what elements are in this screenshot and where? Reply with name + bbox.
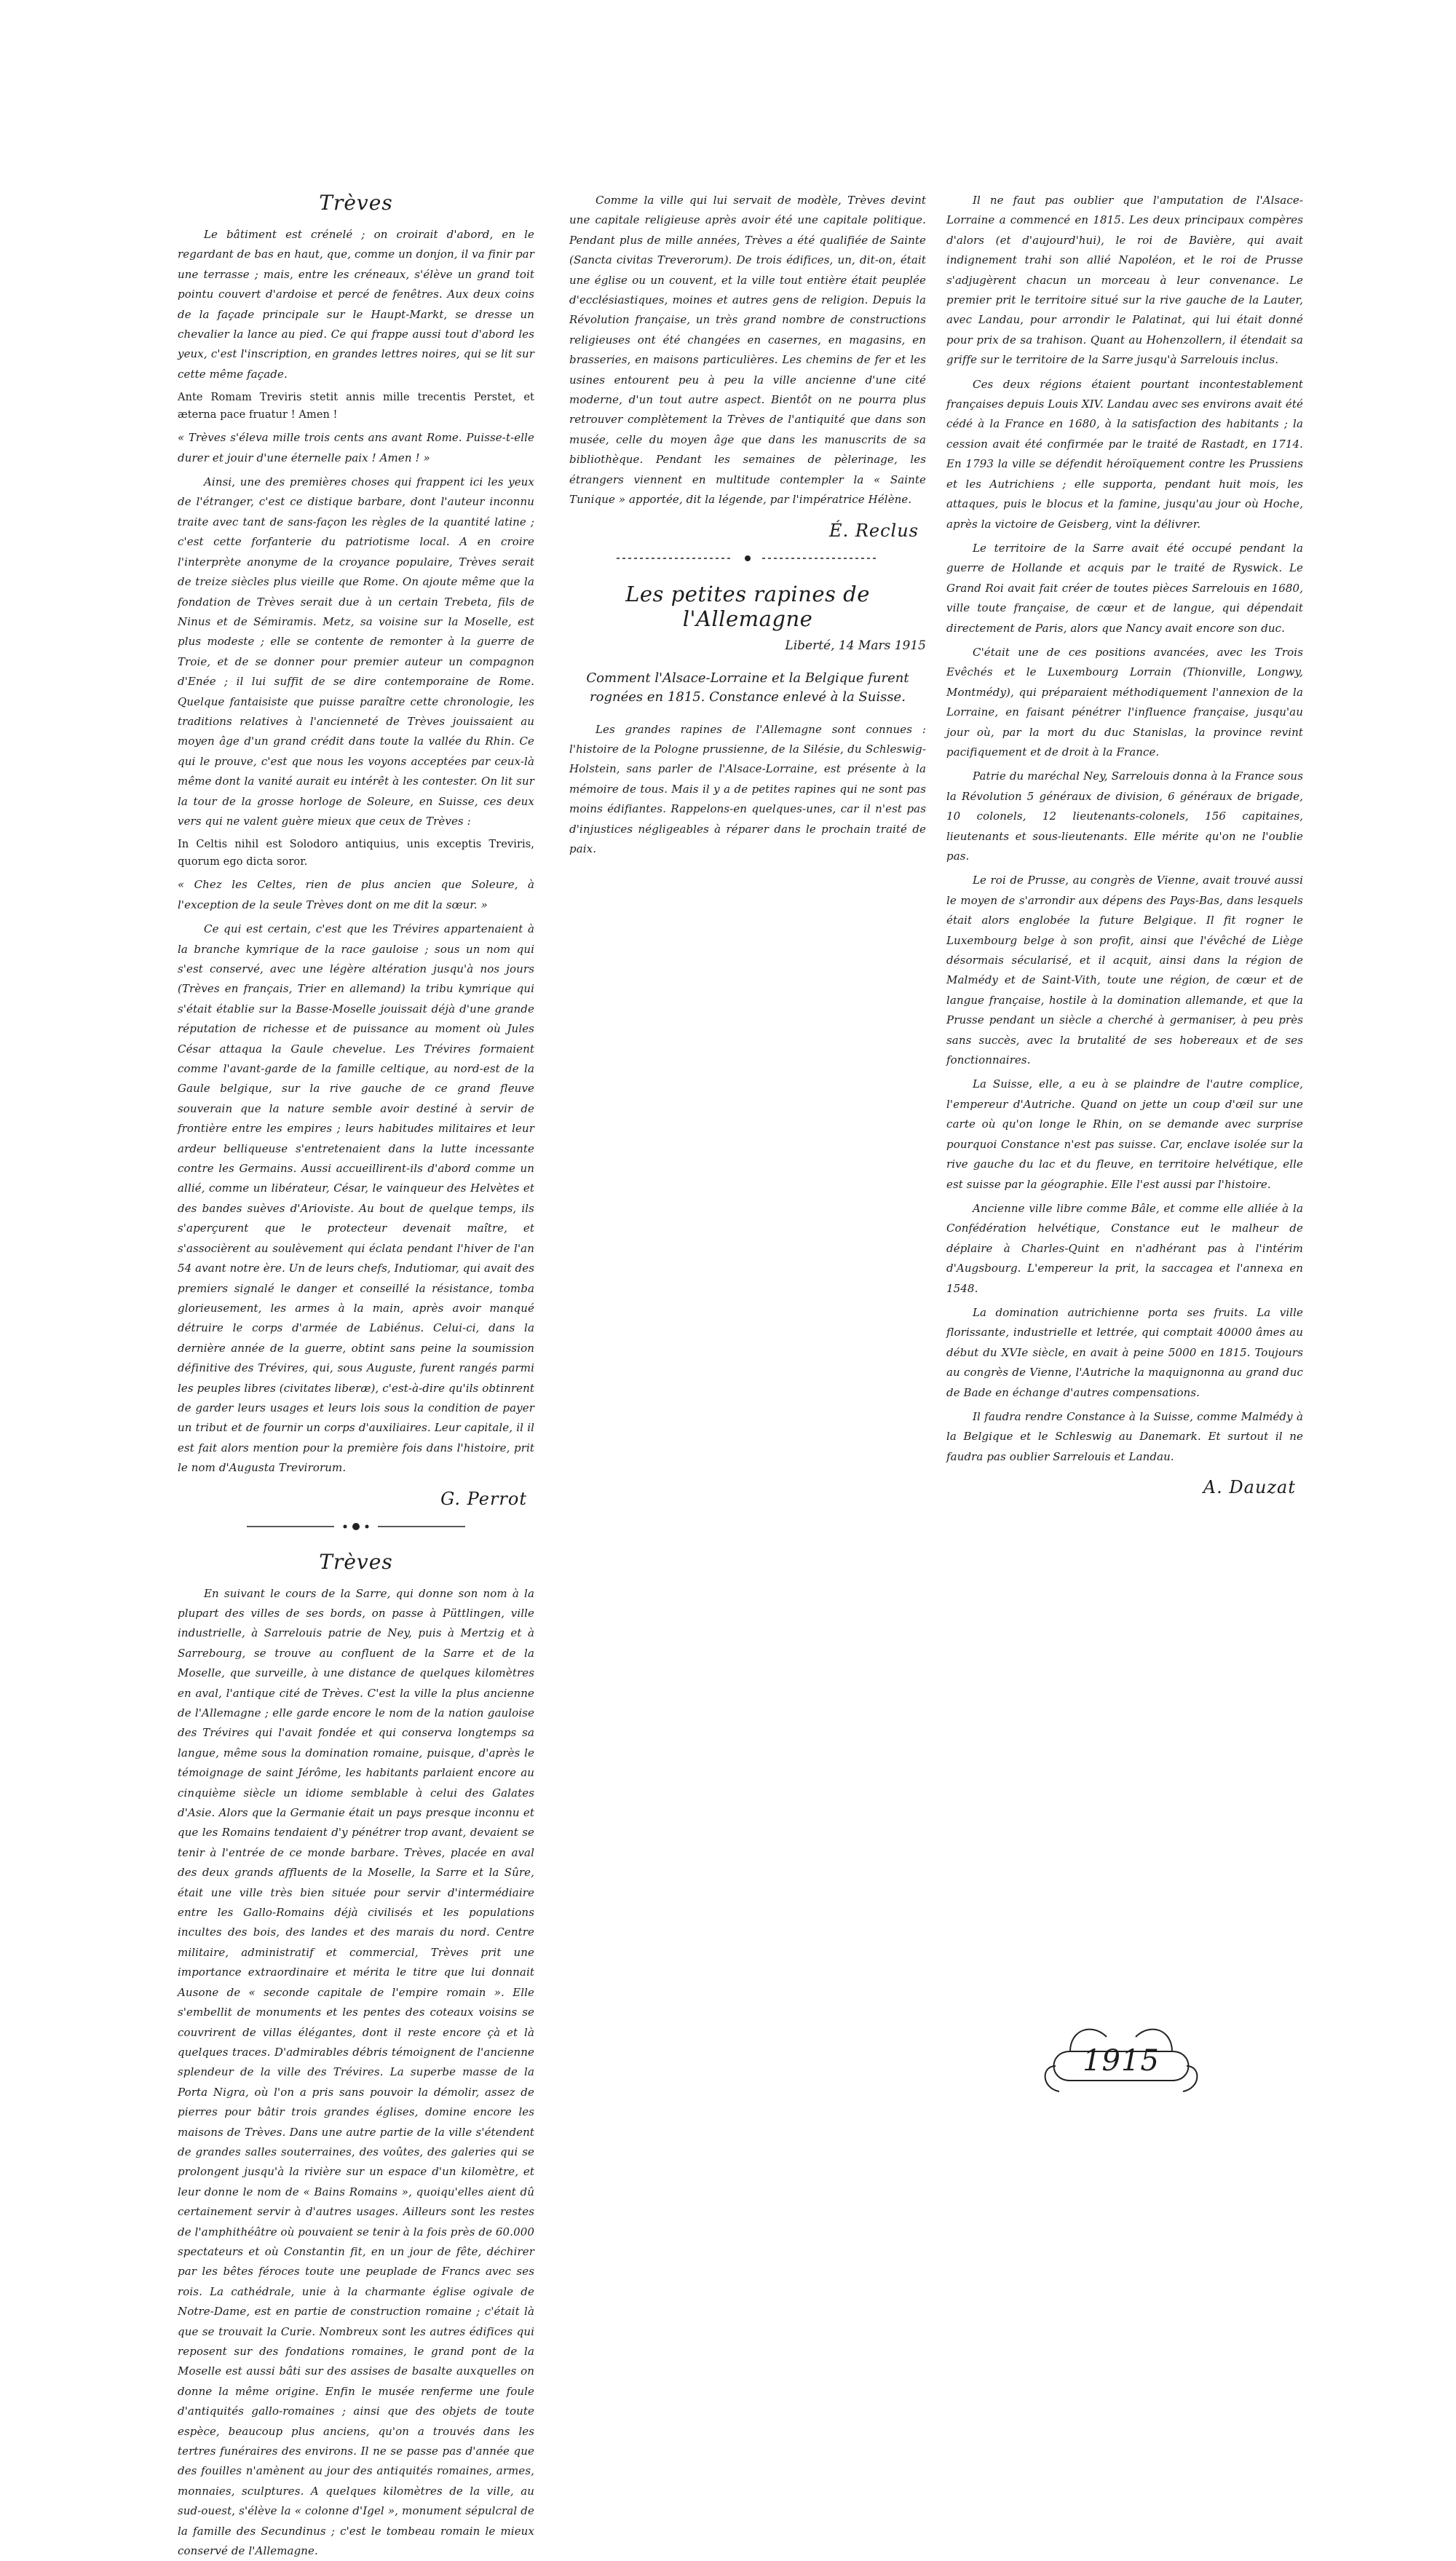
ornamental-divider [240,1519,472,1534]
article3-dateline: Liberté, 14 Mars 1915 [785,638,926,653]
article2-title: Trèves [319,1549,393,1574]
column-middle [569,191,926,863]
article1-signature: G. Perrot [440,1488,527,1509]
article3-paragraph: Patrie du maréchal Ney, Sarrelouis donna à la France sous la Révolution 5 généraux de division, 6 généraux de brigade, 10 colonels, 12 lieutenants-colonels, 156 capitaines, lieutenants et sous-lieutenants. Elle mérite qu'on ne l'oublie pas. [946,769,1303,863]
article3-paragraph: Les grandes rapines de l'Allemagne sont connues : l'histoire de la Pologne prussienne, de la Silésie, du Schleswig-Holstein, sans parler de l'Alsace-Lorraine, est présente à la mémoire de tous. Mais il y a de petites rapines qui ne sont pas moins édifiantes. Rappelons-en quelques-unes, car il n'est pas d'injustices négligeables à réparer dans le prochain traité de paix. [569,722,926,855]
column-left [178,191,535,2558]
article2-paragraph-continued: Comme la ville qui lui servait de modèle, Trèves devint une capitale religieuse après avoir été une capitale politique. Pendant plus de mille années, Trèves a été qualifiée de Sainte (Sancta civitas Treverorum). De trois édifices, un, dit-on, était une église ou un couvent, et la ville tout entière était peuplée d'ecclésiastiques, moines et autres gens de religion. Depuis la Révolution française, un très grand nombre de constructions religieuses ont été changées en casernes, en magasins, en brasseries, en maisons particulières. Les chemins de fer et les usines entourent peu à peu la ville ancienne d'une cité moderne, d'un tout autre aspect. Bientôt on ne pourra plus retrouver complètement la Trèves de l'antiquité que dans son musée, celle du moyen âge que dans les manuscrits de sa bibliothèque. Pendant les semaines de pèlerinage, les étrangers viennent en multitude contempler la « Sainte Tunique » apportée, dit la légende, par l'impératrice Hélène. [569,194,926,507]
year-emblem [1041,2015,1201,2102]
article3-subtitle: Comment l'Alsace-Lorraine et la Belgique furent rognées en 1815. Constance enlevé à la Suisse. [586,670,909,705]
article1-paragraph: « Chez les Celtes, rien de plus ancien que Soleure, à l'exception de la seule Trèves dont on me dit la sœur. » [178,878,534,911]
article1-title: Trèves [319,191,393,215]
article3-paragraph: Ancienne ville libre comme Bâle, et comme elle alliée à la Confédération helvétique, Constance eut le malheur de déplaire à Charles-Quint en n'adhérant pas à l'intérim d'Augsbourg. L'empereur la prit, la saccagea et l'annexa en 1548. [946,1201,1303,1295]
emblem-year: 1915 [1083,2044,1160,2078]
article3-paragraph: La domination autrichienne porta ses fruits. La ville florissante, industrielle et lettrée, qui comptait 40000 âmes au début du XVIe siècle, en avait à peine 5000 en 1815. Toujours au congrès de Vienne, l'Autriche la maquignonna au grand duc de Bade en échange d'autres compensations. [946,1305,1303,1399]
article1-paragraph: « Trèves s'éleva mille trois cents ans avant Rome. Puisse-t-elle durer et jouir d'une éternelle paix ! Amen ! » [178,431,534,464]
article3-paragraph: Il ne faut pas oublier que l'amputation de l'Alsace-Lorraine a commencé en 1815. Les deux principaux compères d'alors (et d'aujourd'hui), le roi de Bavière, qui avait indignement trahi son allié Napoléon, et le roi de Prusse s'adjugèrent chacun un morceau à leur convenance. Le premier prit le territoire situé sur la rive gauche de la Lauter, avec Landau, pour arrondir le Palatinat, qui lui était donné pour prix de sa trahison. Quant au Hohenzollern, il étendait sa griffe sur le territoire de la Sarre jusqu'à Sarrelouis inclus. [946,194,1303,367]
article1-paragraph: Ainsi, une des premières choses qui frappent ici les yeux de l'étranger, c'est ce distique barbare, dont l'auteur inconnu traite avec tant de sans-façon les règles de la quantité latine ; c'est cette forfanterie du patriotisme local. A en croire l'interprète anonyme de la croyance populaire, Trèves serait de treize siècles plus vieille que Rome. On ajoute même que la fondation de Trèves serait due à un certain Trebeta, fils de Ninus et de Sémiramis. Metz, sa voisine sur la Moselle, est plus modeste ; elle se contente de remonter à la guerre de Troie, et de se donner pour premier auteur un compagnon d'Enée ; il lui suffit de se dire contemporaine de Rome. Quelque fantaisiste que puisse paraître cette chronologie, les traditions relatives à l'ancienneté de Trèves jouissaient au moyen âge d'un grand crédit dans toute la vallée du Rhin. Ce qui le prouve, c'est que nous les voyons acceptées par ceux-là même dont la vanité aurait eu intérêt à les contester. On lit sur la tour de la grosse horloge de Soleure, en Suisse, ces deux vers qui ne valent guère mieux que ceux de Trèves : [178,475,534,828]
article1-latin-quote: Ante Romam Treviris stetit annis mille trecentis Perstet, et æterna pace fruatur ! Amen ! [178,392,534,421]
column-right [946,191,1303,1503]
article3-paragraph: Le territoire de la Sarre avait été occupé pendant la guerre de Hollande et acquis par le traité de Ryswick. Le Grand Roi avait fait créer de toutes pièces Sarrelouis en 1680, ville toute française, de cœur et de langue, qui dépendait directement de Paris, alors que Nancy avait encore son duc. [946,541,1303,635]
article3-paragraph: Le roi de Prusse, au congrès de Vienne, avait trouvé aussi le moyen de s'arrondir aux dépens des Pays-Bas, dans lesquels était alors englobée la future Belgique. Il fit rogner le Luxembourg belge à son profit, ainsi que l'évêché de Liège désormais sécularisé, et il acquit, ainsi dans la région de Malmédy et de Saint-Vith, toute une région, de cœur et de langue française, hostile à la domination allemande, et que la Prusse pendant un siècle a cherché à germaniser, à peu près sans succès, avec la brutalité de ses hobereaux et de ses fonctionnaires. [946,874,1303,1067]
article1-paragraph: Le bâtiment est crénelé ; on croirait d'abord, en le regardant de bas en haut, que, comme un donjon, il va finir par une terrasse ; mais, entre les créneaux, s'élève un grand toit pointu couvert d'ardoise et percé de fenêtres. Aux deux coins de la façade principale sur le Haupt-Markt, se dresse un chevalier la lance au pied. Ce qui frappe aussi tout d'abord les yeux, c'est l'inscription, en grandes lettres noires, qui se lit sur cette même façade. [178,228,534,381]
article2-paragraph: En suivant le cours de la Sarre, qui donne son nom à la plupart des villes de ses bords, on passe à Püttlingen, ville industrielle, à Sarrelouis patrie de Ney, puis à Mertzig et à Sarrebourg, se trouve au confluent de la Sarre et de la Moselle, que surveille, à une distance de quelques kilomètres en aval, l'antique cité de Trèves. C'est la ville la plus ancienne de l'Allemagne ; elle garde encore le nom de la nation gauloise des Trévires qui l'avait fondée et qui conserva longtemps sa langue, même sous la domination romaine, puisque, d'après le témoignage de saint Jérôme, les habitants parlaient encore au cinquième siècle un idiome semblable à celui des Galates d'Asie. Alors que la Germanie était un pays presque inconnu et que les Romains tendaient d'y pénétrer trop avant, devaient se tenir à l'entrée de ce monde barbare. Trèves, placée en aval des deux grands affluents de la Moselle, la Sarre et la Sûre, était une ville très bien située pour servir d'intermédiaire entre les Gallo-Romains déjà civilisés et les populations incultes des bois, des landes et des marais du nord. Centre militaire, administratif et commercial, Trèves prit une importance extraordinaire et mérita le titre que lui donnait Ausone de « seconde capitale de l'empire romain ». Elle s'embellit de monuments et les pentes des coteaux voisins se couvrirent de villas élégantes, dont il reste encore çà et là quelques traces. D'admirables débris témoignent de l'ancienne splendeur de la ville des Trévires. La superbe masse de la Porta Nigra, où l'on a pris sans pouvoir la démolir, assez de pierres pour bâtir trois grandes églises, domine encore les maisons de Trèves. Dans une autre partie de la ville s'étendent de grandes salles souterraines, des voûtes, des galeries qui se prolongent jusqu'à la rivière sur un espace d'un kilomètre, et leur donne le nom de « Bains Romains », quoiqu'elles aient dû certainement servir à d'autres usages. Ailleurs sont les restes de l'amphithéâtre où pouvaient se tenir à la fois près de 60.000 spectateurs et où Constantin fit, en un jour de fête, déchirer par les bêtes féroces toute une peuplade de Francs avec ses rois. La cathédrale, unie à la charmante église ogivale de Notre-Dame, est en partie de construction romaine ; c'était là que se trouvait la Curie. Nombreux sont les autres édifices qui reposent sur des fondations romaines, le grand pont de la Moselle est aussi bâti sur des assises de basalte auxquelles on donne la même origine. Enfin le musée renferme une foule d'antiquités gallo-romaines ; ainsi que des objets de toute espèce, beaucoup plus anciens, qu'on a trouvés dans les tertres funéraires des environs. Il ne se passe pas d'année que des fouilles n'amènent au jour des antiquités romaines, armes, monnaies, sculptures. A quelques kilomètres de la ville, au sud-ouest, s'élève la « colonne d'Igel », monument sépulcral de la famille des Secundinus ; c'est le tombeau romain le mieux conservé de l'Allemagne. [178,1586,535,2558]
article3-paragraph: C'était une de ces positions avancées, avec les Trois Evêchés et le Luxembourg Lorrain (Thionville, Longwy, Montmédy), qui préparaient méthodiquement l'annexion de la Lorraine, en faisant pénétrer l'influence française, jusqu'au jour où, par la mort du duc Stanislas, la province revint pacifiquement et de droit à la France. [946,645,1303,759]
article2-signature: É. Reclus [829,520,919,541]
article1-latin-quote: In Celtis nihil est Solodoro antiquius, unis exceptis Treviris, quorum ego dicta soror. [178,839,534,868]
article1-paragraph: Ce qui est certain, c'est que les Trévires appartenaient à la branche kymrique de la race gauloise ; sous un nom qui s'est conservé, avec une légère altération jusqu'à nos jours (Trèves en français, Trier en allemand) la tribu kymrique qui s'était établie sur la Basse-Moselle jouissait déjà d'une grande réputation de richesse et de puissance au moment où Jules César attaqua la Gaule chevelue. Les Trévires formaient comme l'avant-garde de la famille celtique, au nord-est de la Gaule belgique, sur la rive gauche de ce grand fleuve souverain que la nature semble avoir destiné à servir de frontière entre les empires ; leurs habitudes militaires et leur ardeur belliqueuse s'entretenaient dans la lutte incessante contre les Germains. Aussi accueillirent-ils d'abord comme un allié, comme un libérateur, César, le vainqueur des Helvètes et des bandes suèves d'Arioviste. Au bout de quelque temps, ils s'aperçurent que le protecteur devenait maître, et s'associèrent au soulèvement qui éclata pendant l'hiver de l'an 54 avant notre ère. Un de leurs chefs, Indutiomar, qui avait des premiers signalé le danger et conseillé la résistance, tomba glorieusement, les armes à la main, après avoir manqué détruire le corps d'armée de Labiénus. Celui-ci, dans la dernière année de la guerre, obtint sans peine la soumission définitive des Trévires, qui, sous Auguste, furent rangés parmi les peuples libres (civitates liberæ), c'est-à-dire qu'ils obtinrent de garder leurs usages et leurs lois sous la condition de payer un tribut et de fournir un corps d'auxiliaires. Leur capitale, il il est fait alors mention pour la première fois dans l'histoire, prit le nom d'Augusta Trevirorum. [178,922,534,1475]
article3-signature: A. Dauzat [1203,1477,1296,1498]
article3-title: Les petites rapines de l'Allemagne [625,581,870,631]
article3-paragraph: La Suisse, elle, a eu à se plaindre de l'autre complice, l'empereur d'Autriche. Quand on jette un coup d'œil sur une carte où qu'on longe le Rhin, on se demande avec surprise pourquoi Constance n'est pas suisse. Car, enclave isolée sur la rive gauche du lac et du fleuve, en territoire helvétique, elle est suisse par la géographie. Elle l'est aussi par l'histoire. [946,1077,1303,1191]
article3-paragraph: Il faudra rendre Constance à la Suisse, comme Malmédy à la Belgique et le Schleswig au Danemark. Et surtout il ne faudra pas oublier Sarrelouis et Landau. [946,1409,1303,1463]
article3-paragraph: Ces deux régions étaient pourtant incontestablement françaises depuis Louis XIV. Landau avec ses environs avait été cédé à la France en 1680, à la satisfaction des habitants ; la cession avait été confirmée par le traité de Rastadt, en 1714. En 1793 la ville se défendit héroïquement contre les Prussiens et les Autrichiens ; elle supporta, pendant huit mois, les attaques, puis le blocus et la famine, jusqu'au jour où Hoche, après la victoire de Geisberg, vint la délivrer. [946,377,1303,531]
ornamental-divider [609,551,886,566]
